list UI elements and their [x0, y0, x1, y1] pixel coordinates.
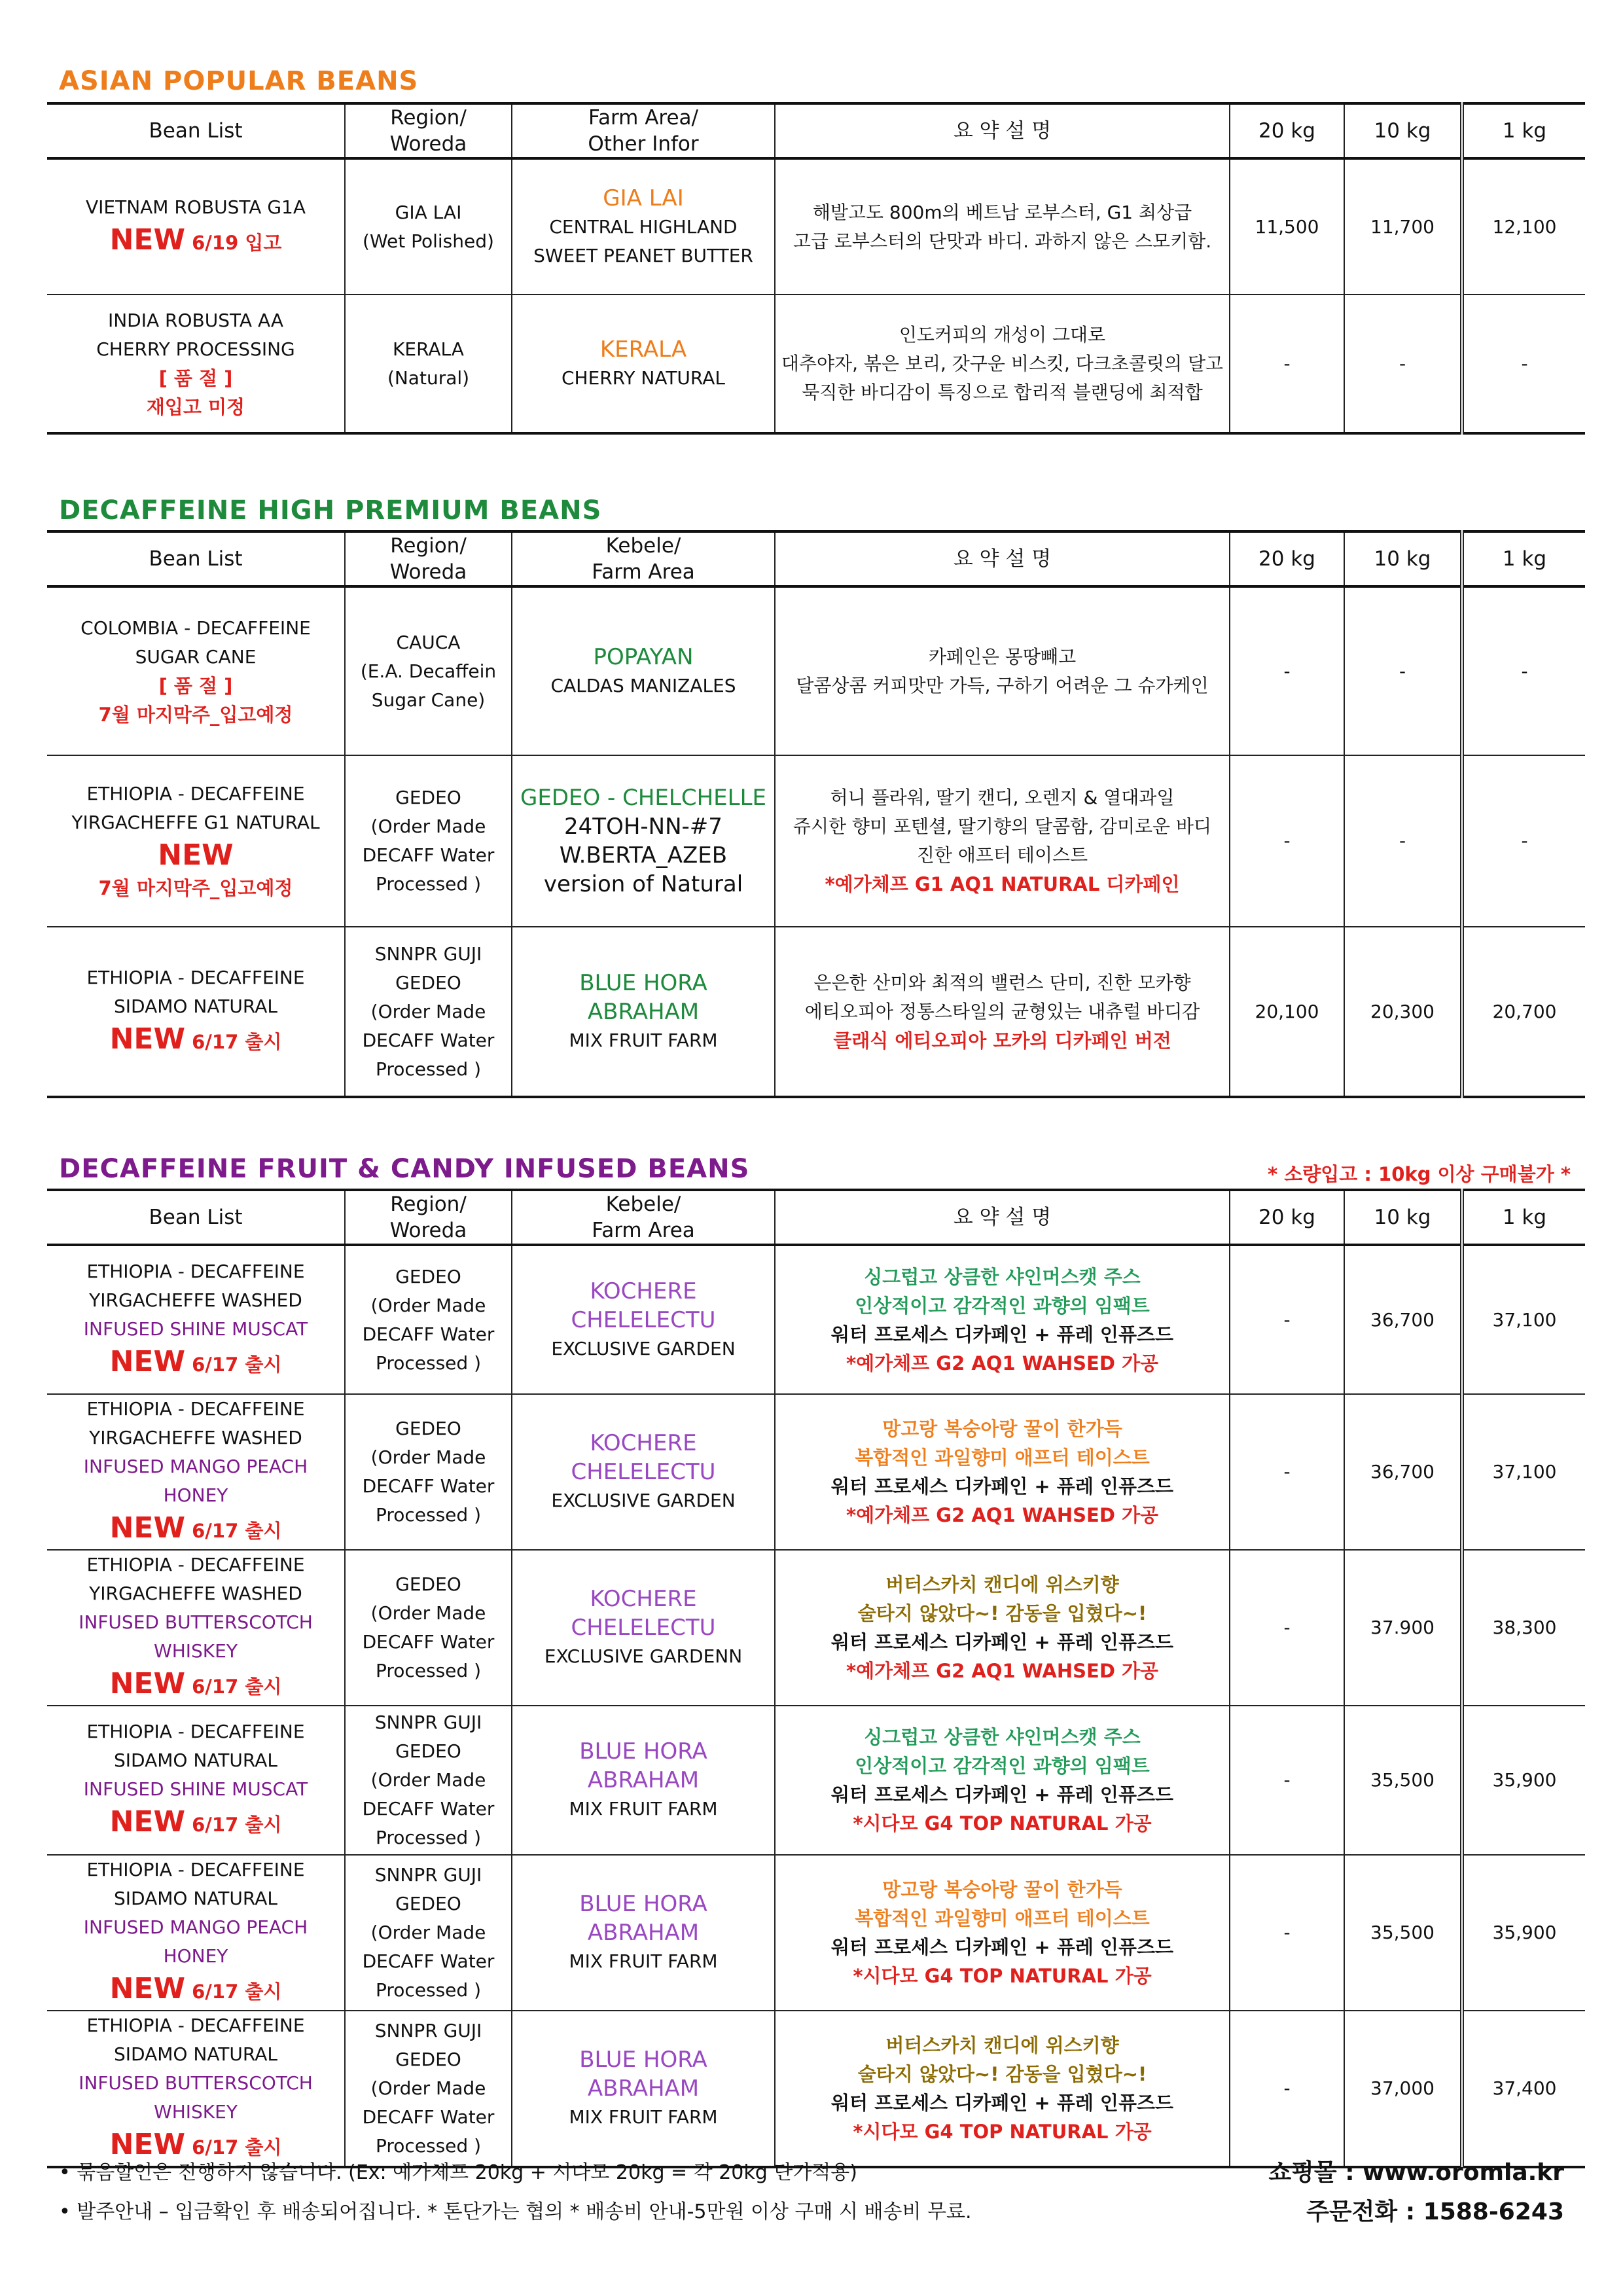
stock-status-line: 7월 마지막주_입고예정 [98, 703, 293, 726]
farm-area-cell [512, 1394, 775, 1550]
price-10kg: 36,700 [1344, 1394, 1462, 1550]
bean-row [47, 295, 1585, 433]
price-10kg: 35,500 [1344, 1855, 1462, 2011]
bean-row [47, 158, 1585, 295]
header-region: Region/ Woreda [345, 1190, 512, 1245]
table-body [47, 158, 1585, 433]
price-20kg: - [1230, 586, 1344, 755]
infused-beans-table [47, 1189, 1585, 2168]
region-line: DECAFF Water [362, 844, 495, 866]
region-line: CAUCA [396, 631, 461, 653]
bean-name-line: ETHIOPIA - DECAFFEINE [86, 2015, 305, 2036]
new-badge: NEW 6/17 출시 [109, 1667, 282, 1700]
region-line: (E.A. Decaffein [360, 660, 497, 682]
region-line: GEDEO [395, 971, 461, 994]
price-10kg: 11,700 [1344, 158, 1462, 295]
bean-row [47, 1394, 1585, 1550]
farm-highlight-line: KOCHERE [590, 1586, 697, 1612]
region-line: DECAFF Water [362, 1475, 495, 1497]
summary-grade-line: *예가체프 G2 AQ1 WAHSED 가공 [846, 1352, 1159, 1374]
summary-line: 고급 로부스터의 단맛과 바디. 과하지 않은 스모키함. [793, 230, 1212, 252]
header-region: Region/ Woreda [345, 531, 512, 586]
price-1kg: - [1462, 295, 1585, 433]
summary-grade-line: *예가체프 G2 AQ1 WAHSED 가공 [846, 1660, 1159, 1682]
region-line: (Wet Polished) [363, 230, 494, 252]
new-badge: NEW [158, 838, 234, 872]
region-line: (Order Made [370, 1602, 486, 1624]
region-line: DECAFF Water [362, 1631, 495, 1653]
summary-flavor-line: 싱그럽고 상큼한 샤인머스캣 주스 [864, 1265, 1141, 1288]
summary-grade-line: *시다모 G4 TOP NATURAL 가공 [853, 1812, 1152, 1835]
bean-name-line: YIRGACHEFFE G1 NATURAL [71, 812, 320, 833]
farm-area-cell [512, 1706, 775, 1855]
region-line: Processed ) [375, 1660, 482, 1681]
stock-status-line: [ 품 절 ] [158, 674, 233, 697]
bean-name-cell [47, 1855, 345, 2011]
new-badge: NEW 6/17 출시 [109, 1511, 282, 1545]
bean-row [47, 586, 1585, 755]
region-line: Processed ) [375, 2135, 482, 2157]
farm-line: CHERRY NATURAL [561, 367, 726, 389]
price-20kg: - [1230, 755, 1344, 927]
release-date: 6/17 출시 [185, 2136, 282, 2159]
farm-highlight-line: ABRAHAM [587, 998, 700, 1025]
summary-cell [775, 1706, 1230, 1855]
summary-grade-line: *시다모 G4 TOP NATURAL 가공 [853, 2121, 1152, 2143]
summary-cell [775, 927, 1230, 1097]
farm-area-cell [512, 586, 775, 755]
farm-line: EXCLUSIVE GARDENN [544, 1645, 743, 1667]
summary-flavor-line: 망고랑 복숭아랑 꿀이 한가득 [882, 1418, 1122, 1440]
bean-name-line: ETHIOPIA - DECAFFEINE [86, 1398, 305, 1420]
summary-line: 대추야자, 볶은 보리, 갓구운 비스킷, 다크초콜릿의 달고 [781, 352, 1224, 374]
region-line: DECAFF Water [362, 1323, 495, 1345]
new-badge: NEW 6/17 출시 [109, 2128, 282, 2161]
region-cell [345, 586, 512, 755]
region-line: DECAFF Water [362, 1950, 495, 1972]
bean-name-cell [47, 158, 345, 295]
price-20kg: 11,500 [1230, 158, 1344, 295]
farm-highlight-line: KERALA [599, 336, 687, 363]
farm-highlight-line: BLUE HORA [579, 1738, 707, 1765]
bean-row [47, 2011, 1585, 2167]
price-10kg: - [1344, 755, 1462, 927]
farm-area-cell [512, 158, 775, 295]
release-date: 6/17 출시 [185, 1676, 282, 1698]
summary-flavor-line: 싱그럽고 상큼한 샤인머스캣 주스 [864, 1726, 1141, 1748]
summary-cell [775, 586, 1230, 755]
infused-flavor-line: INFUSED MANGO PEACH [83, 1456, 308, 1477]
region-line: (Order Made [370, 816, 486, 837]
bean-name-cell [47, 1706, 345, 1855]
infused-flavor-line: WHISKEY [154, 2101, 238, 2123]
region-line: Processed ) [375, 1058, 482, 1080]
farm-highlight-line: ABRAHAM [587, 2075, 700, 2102]
summary-process-line: 워터 프로세스 디카페인 + 퓨레 인퓨즈드 [830, 1631, 1173, 1653]
table-body [47, 586, 1585, 1097]
summary-process-line: 워터 프로세스 디카페인 + 퓨레 인퓨즈드 [830, 2092, 1173, 2114]
summary-line: 쥬시한 향미 포텐셜, 딸기향의 달콤함, 감미로운 바디 [793, 816, 1212, 837]
order-phone: 주문전화 : 1588-6243 [1306, 2198, 1564, 2225]
summary-line: 인도커피의 개성이 그대로 [899, 323, 1106, 346]
price-10kg: - [1344, 295, 1462, 433]
release-date: 6/17 출시 [185, 1030, 282, 1053]
table-body [47, 1245, 1585, 2167]
bean-name-line: ETHIOPIA - DECAFFEINE [86, 783, 305, 804]
price-1kg: 37,400 [1462, 2011, 1585, 2167]
table-header-row [47, 531, 1585, 586]
release-date: 6/17 출시 [185, 1353, 282, 1376]
farm-line: SWEET PEANET BUTTER [533, 244, 753, 266]
summary-line: 묵직한 바디감이 특징으로 합리적 블랜딩에 최적합 [802, 381, 1203, 403]
region-line: Processed ) [375, 1979, 482, 2001]
region-cell [345, 295, 512, 433]
bean-name-line: CHERRY PROCESSING [96, 338, 295, 360]
price-20kg: 20,100 [1230, 927, 1344, 1097]
farm-area-cell [512, 755, 775, 927]
price-1kg: - [1462, 586, 1585, 755]
footer-note-discount: • 묶음할인은 진행하지 않습니다. (Ex: 예가체프 20kg + 시다모 20kg = 각 20kg 단가적용) [59, 2161, 857, 2184]
summary-cell [775, 1394, 1230, 1550]
region-cell [345, 755, 512, 927]
summary-line: 카페인은 몽땅빼고 [928, 645, 1077, 668]
summary-flavor-line: 인상적이고 감각적인 과향의 임팩트 [855, 1294, 1150, 1317]
header-10kg: 10 kg [1344, 1190, 1462, 1245]
shop-url[interactable]: 쇼핑몰 : www.oromia.kr [1268, 2159, 1564, 2186]
summary-flavor-line: 인상적이고 감각적인 과향의 임팩트 [855, 1755, 1150, 1777]
region-line: GEDEO [395, 1265, 461, 1287]
farm-highlight-line: BLUE HORA [579, 1891, 707, 1917]
region-line: (Order Made [370, 1922, 486, 1943]
price-1kg: 38,300 [1462, 1550, 1585, 1706]
bean-row [47, 927, 1585, 1097]
summary-cell [775, 2011, 1230, 2167]
summary-line: 은은한 산미와 최적의 밸런스 단미, 진한 모카향 [813, 971, 1191, 994]
farm-highlight-line: BLUE HORA [579, 969, 707, 996]
bean-name-cell [47, 1550, 345, 1706]
region-line: (Order Made [370, 2077, 486, 2099]
bean-name-cell [47, 586, 345, 755]
region-cell [345, 158, 512, 295]
region-line: (Natural) [387, 367, 470, 389]
decaf-premium-table [47, 530, 1585, 1098]
region-line: (Order Made [370, 1000, 486, 1022]
region-line: GEDEO [395, 1418, 461, 1439]
bean-name-line: SIDAMO NATURAL [114, 995, 277, 1017]
bean-row [47, 1245, 1585, 1394]
new-badge: NEW 6/17 출시 [109, 1805, 282, 1839]
price-10kg: - [1344, 586, 1462, 755]
release-date: 6/17 출시 [185, 1814, 282, 1836]
farm-highlight-line: CHELELECTU [571, 1615, 716, 1641]
infused-flavor-line: INFUSED BUTTERSCOTCH [79, 2072, 313, 2094]
summary-grade-line: *예가체프 G1 AQ1 NATURAL 디카페인 [825, 873, 1180, 895]
region-line: SNNPR GUJI [374, 2020, 482, 2041]
footer-notes [59, 2153, 971, 2232]
price-1kg: 37,100 [1462, 1245, 1585, 1394]
summary-flavor-line: 술타지 않았다~! 감동을 입혔다~! [857, 2063, 1147, 2085]
infused-flavor-line: INFUSED MANGO PEACH [83, 1916, 308, 1938]
region-line: DECAFF Water [362, 1029, 495, 1051]
farm-highlight-line: ABRAHAM [587, 1920, 700, 1946]
region-line: Processed ) [375, 873, 482, 895]
bean-name-cell [47, 755, 345, 927]
asian-beans-table [47, 102, 1585, 435]
summary-flavor-line: 복합적인 과일향미 애프터 테이스트 [855, 1446, 1150, 1469]
farm-area-cell [512, 1550, 775, 1706]
header-20kg: 20 kg [1230, 103, 1344, 158]
summary-flavor-line: 버터스카치 캔디에 위스키향 [885, 2034, 1119, 2056]
infused-flavor-line: HONEY [163, 1945, 228, 1967]
bean-name-cell [47, 927, 345, 1097]
bean-name-line: SIDAMO NATURAL [114, 1888, 277, 1909]
header-farm-area: Kebele/ Farm Area [512, 531, 775, 586]
summary-line: 해발고도 800m의 베트남 로부스터, G1 최상급 [812, 201, 1192, 223]
price-20kg: - [1230, 2011, 1344, 2167]
summary-cell [775, 1245, 1230, 1394]
bean-name-line: ETHIOPIA - DECAFFEINE [86, 966, 305, 988]
footer-note-order: • 발주안내 – 입금확인 후 배송되어집니다. * 톤단가는 협의 * 배송비 안내-5만원 이상 구매 시 배송비 무료. [59, 2200, 972, 2223]
farm-line: MIX FRUIT FARM [569, 1029, 718, 1051]
header-10kg: 10 kg [1344, 103, 1462, 158]
farm-area-cell [512, 927, 775, 1097]
farm-detail-line: W.BERTA_AZEB [559, 842, 728, 869]
region-cell [345, 1550, 512, 1706]
region-line: Processed ) [375, 1352, 482, 1374]
infused-flavor-line: INFUSED BUTTERSCOTCH [79, 1611, 313, 1633]
price-20kg: - [1230, 1550, 1344, 1706]
bean-name-line: ETHIOPIA - DECAFFEINE [86, 1859, 305, 1880]
header-bean-list: Bean List [47, 1190, 345, 1245]
region-cell [345, 1245, 512, 1394]
summary-flavor-line: 버터스카치 캔디에 위스키향 [885, 1573, 1119, 1596]
bean-name-line: SIDAMO NATURAL [114, 1749, 277, 1771]
price-20kg: - [1230, 1245, 1344, 1394]
price-1kg: 35,900 [1462, 1855, 1585, 2011]
summary-line: 달콤상콤 커피맛만 가득, 구하기 어려운 그 슈가케인 [796, 674, 1209, 696]
header-10kg: 10 kg [1344, 531, 1462, 586]
price-20kg: - [1230, 1706, 1344, 1855]
infused-flavor-line: HONEY [163, 1484, 228, 1506]
price-20kg: - [1230, 1855, 1344, 2011]
summary-line: 에티오피아 정통스타일의 균형있는 내츄럴 바디감 [804, 1000, 1200, 1022]
header-bean-list: Bean List [47, 531, 345, 586]
price-10kg: 36,700 [1344, 1245, 1462, 1394]
infused-flavor-line: INFUSED SHINE MUSCAT [83, 1778, 308, 1800]
region-cell [345, 927, 512, 1097]
farm-highlight-line: CHELELECTU [571, 1459, 716, 1485]
region-line: GEDEO [395, 787, 461, 808]
region-line: GIA LAI [395, 201, 462, 223]
bean-name-line: YIRGACHEFFE WASHED [89, 1289, 302, 1311]
price-10kg: 37,000 [1344, 2011, 1462, 2167]
price-10kg: 37.900 [1344, 1550, 1462, 1706]
region-cell [345, 1394, 512, 1550]
new-badge: NEW 6/17 출시 [109, 1344, 282, 1378]
price-1kg: 12,100 [1462, 158, 1585, 295]
region-line: DECAFF Water [362, 1798, 495, 1820]
region-line: KERALA [393, 338, 464, 360]
bean-name-line: ETHIOPIA - DECAFFEINE [86, 1554, 305, 1575]
infused-flavor-line: INFUSED SHINE MUSCAT [83, 1318, 308, 1340]
table-header-row [47, 1190, 1585, 1245]
summary-grade-line: *시다모 G4 TOP NATURAL 가공 [853, 1965, 1152, 1987]
infused-flavor-line: WHISKEY [154, 1640, 238, 1662]
price-10kg: 35,500 [1344, 1706, 1462, 1855]
bean-name-line: VIETNAM ROBUSTA G1A [86, 196, 306, 218]
summary-grade-line: 클래식 에티오피아 모카의 디카페인 버전 [833, 1029, 1171, 1052]
bean-name-cell [47, 1394, 345, 1550]
farm-line: CENTRAL HIGHLAND [549, 215, 738, 238]
release-date: 6/17 출시 [185, 1520, 282, 1542]
section-title-infused: DECAFFEINE FRUIT & CANDY INFUSED BEANS [59, 1154, 750, 1184]
header-summary: 요 약 설 명 [775, 103, 1230, 158]
stock-status-line: 7월 마지막주_입고예정 [98, 877, 293, 899]
farm-highlight-line: GEDEO - CHELCHELLE [520, 785, 767, 811]
stock-status-line: 재입고 미정 [146, 395, 245, 418]
region-line: GEDEO [395, 2049, 461, 2070]
farm-line: EXCLUSIVE GARDEN [551, 1337, 736, 1359]
price-20kg: - [1230, 295, 1344, 433]
region-cell [345, 1855, 512, 2011]
farm-area-cell [512, 295, 775, 433]
farm-highlight-line: CHELELECTU [571, 1306, 716, 1333]
price-20kg: - [1230, 1394, 1344, 1550]
region-line: GEDEO [395, 1573, 461, 1595]
bean-name-line: YIRGACHEFFE WASHED [89, 1427, 302, 1448]
farm-highlight-line: POPAYAN [593, 643, 694, 670]
bean-row [47, 1706, 1585, 1855]
bean-row [47, 755, 1585, 927]
farm-highlight-line: KOCHERE [590, 1278, 697, 1304]
summary-flavor-line: 망고랑 복숭아랑 꿀이 한가득 [882, 1878, 1122, 1901]
region-line: (Order Made [370, 1294, 486, 1316]
region-line: Processed ) [375, 1504, 482, 1526]
header-farm-area: Farm Area/ Other Infor [512, 103, 775, 158]
region-line: GEDEO [395, 1740, 461, 1762]
farm-line: CALDAS MANIZALES [550, 674, 736, 696]
header-region: Region/ Woreda [345, 103, 512, 158]
limited-stock-note: * 소량입고 : 10kg 이상 구매불가 * [1267, 1163, 1571, 1185]
summary-cell [775, 1855, 1230, 2011]
farm-area-cell [512, 1855, 775, 2011]
farm-highlight-line: BLUE HORA [579, 2047, 707, 2073]
bean-name-line: ETHIOPIA - DECAFFEINE [86, 1260, 305, 1282]
header-summary: 요 약 설 명 [775, 531, 1230, 586]
price-1kg: 37,100 [1462, 1394, 1585, 1550]
summary-flavor-line: 복합적인 과일향미 애프터 테이스트 [855, 1907, 1150, 1929]
release-date: 6/17 출시 [185, 1981, 282, 2003]
header-1kg: 1 kg [1462, 103, 1585, 158]
region-line: Processed ) [375, 1827, 482, 1848]
bean-row [47, 1855, 1585, 2011]
summary-line: 진한 애프터 테이스트 [916, 844, 1088, 866]
price-10kg: 20,300 [1344, 927, 1462, 1097]
header-farm-area: Kebele/ Farm Area [512, 1190, 775, 1245]
bean-name-line: SUGAR CANE [135, 645, 257, 668]
bean-name-line: ETHIOPIA - DECAFFEINE [86, 1721, 305, 1742]
header-1kg: 1 kg [1462, 531, 1585, 586]
farm-detail-line: version of Natural [543, 871, 743, 897]
region-line: (Order Made [370, 1446, 486, 1468]
region-line: Sugar Cane) [371, 689, 486, 711]
region-line: SNNPR GUJI [374, 1712, 482, 1733]
region-line: GEDEO [395, 1893, 461, 1914]
farm-line: MIX FRUIT FARM [569, 1950, 718, 1972]
new-badge: NEW 6/19 입고 [109, 223, 282, 257]
new-badge: NEW 6/17 출시 [109, 1022, 282, 1056]
bean-name-cell [47, 1245, 345, 1394]
farm-line: MIX FRUIT FARM [569, 1798, 718, 1820]
summary-process-line: 워터 프로세스 디카페인 + 퓨레 인퓨즈드 [830, 1475, 1173, 1498]
bean-name-line: INDIA ROBUSTA AA [107, 309, 284, 331]
header-1kg: 1 kg [1462, 1190, 1585, 1245]
header-20kg: 20 kg [1230, 531, 1344, 586]
farm-highlight-line: ABRAHAM [587, 1767, 700, 1793]
region-line: SNNPR GUJI [374, 942, 482, 965]
section-title-asian: ASIAN POPULAR BEANS [59, 66, 419, 96]
bean-name-cell [47, 2011, 345, 2167]
farm-detail-line: 24TOH-NN-#7 [564, 814, 722, 840]
header-bean-list: Bean List [47, 103, 345, 158]
summary-cell [775, 295, 1230, 433]
price-1kg: 35,900 [1462, 1706, 1585, 1855]
farm-highlight-line: KOCHERE [590, 1430, 697, 1456]
summary-cell [775, 1550, 1230, 1706]
farm-area-cell [512, 1245, 775, 1394]
new-badge: NEW 6/17 출시 [109, 1972, 282, 2005]
summary-grade-line: *예가체프 G2 AQ1 WAHSED 가공 [846, 1504, 1159, 1526]
region-line: SNNPR GUJI [374, 1864, 482, 1886]
price-1kg: - [1462, 755, 1585, 927]
region-line: DECAFF Water [362, 2106, 495, 2128]
summary-cell [775, 158, 1230, 295]
summary-line: 허니 플라워, 딸기 캔디, 오렌지 & 열대과일 [830, 787, 1175, 808]
section-title-decaf-premium: DECAFFEINE HIGH PREMIUM BEANS [59, 495, 602, 526]
farm-area-cell [512, 2011, 775, 2167]
summary-process-line: 워터 프로세스 디카페인 + 퓨레 인퓨즈드 [830, 1784, 1173, 1806]
summary-cell [775, 755, 1230, 927]
region-cell [345, 1706, 512, 1855]
summary-flavor-line: 술타지 않았다~! 감동을 입혔다~! [857, 1602, 1147, 1624]
header-20kg: 20 kg [1230, 1190, 1344, 1245]
summary-process-line: 워터 프로세스 디카페인 + 퓨레 인퓨즈드 [830, 1323, 1173, 1346]
stock-status-line: [ 품 절 ] [158, 367, 233, 389]
bean-name-line: COLOMBIA - DECAFFEINE [80, 617, 311, 639]
bean-name-line: SIDAMO NATURAL [114, 2043, 277, 2065]
farm-line: MIX FRUIT FARM [569, 2106, 718, 2128]
bean-row [47, 1550, 1585, 1706]
footer-contact [1268, 2153, 1564, 2232]
farm-highlight-line: GIA LAI [603, 185, 684, 211]
region-line: (Order Made [370, 1769, 486, 1791]
bean-name-line: YIRGACHEFFE WASHED [89, 1583, 302, 1604]
bean-name-cell [47, 295, 345, 433]
header-summary: 요 약 설 명 [775, 1190, 1230, 1245]
summary-process-line: 워터 프로세스 디카페인 + 퓨레 인퓨즈드 [830, 1936, 1173, 1958]
price-1kg: 20,700 [1462, 927, 1585, 1097]
region-cell [345, 2011, 512, 2167]
table-header-row [47, 103, 1585, 158]
farm-line: EXCLUSIVE GARDEN [551, 1490, 736, 1511]
release-date: 6/19 입고 [185, 231, 282, 254]
